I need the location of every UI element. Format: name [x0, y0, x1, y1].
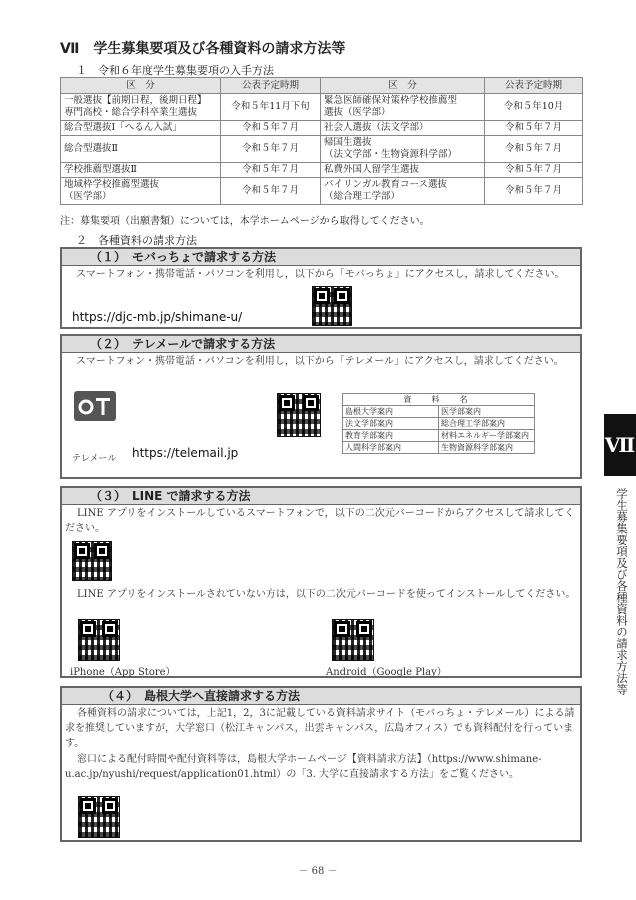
table-row: [61, 121, 583, 136]
table-cell: 社会人選抜（法文学部）: [321, 121, 485, 136]
table-cell: 学校推薦型選抜Ⅱ: [61, 163, 221, 178]
col-category-right: 区 分: [321, 78, 485, 94]
docs-table: [342, 393, 535, 454]
table-cell: 令和５年７月: [485, 136, 583, 163]
chapter-side-title: 学生募集要項及び各種資料の請求方法等: [615, 488, 629, 695]
table-cell: 令和５年10月: [485, 94, 583, 121]
table-cell: 地域枠学校推薦型選抜 （医学部）: [61, 178, 221, 205]
telemail-logo-icon: [74, 391, 116, 421]
page-title: Ⅶ 学生募集要項及び各種資料の請求方法等: [60, 41, 346, 57]
table-cell: 令和５年７月: [221, 163, 321, 178]
line-text-installed: LINE アプリをインストールしているスマートフォンで，以下の二次元バーコードからアクセスして請求してください。: [65, 508, 575, 534]
table-cell: バイリンガル教育コース選抜 （総合理工学部）: [321, 178, 485, 205]
table-cell: 令和５年７月: [485, 163, 583, 178]
direct-request-box: [60, 686, 582, 842]
table-cell: 緊急医師確保対策枠学校推薦型 選抜（医学部）: [321, 94, 485, 121]
table-row: [61, 136, 583, 163]
table-cell: 私費外国人留学生選抜: [321, 163, 485, 178]
table-row: 島根大学案内 医学部案内: [343, 406, 535, 418]
app-store-qr-code[interactable]: [78, 619, 120, 661]
app-store-caption: iPhone（App Store）: [70, 667, 176, 678]
table-row: [61, 163, 583, 178]
table-row: 法文学部案内 総合理工学部案内: [343, 418, 535, 430]
table-cell: 令和５年11月下旬: [221, 94, 321, 121]
telemail-url[interactable]: https://telemail.jp: [132, 446, 239, 460]
mobaccho-text: スマートフォン・携帯電話・パソコンを利用し，以下から「モバっちょ」にアクセスし，請求してください。: [76, 269, 565, 280]
table-cell: 総合型選抜Ⅰ「へるん入試」: [61, 121, 221, 136]
page-number: － 68 －: [298, 866, 338, 877]
table-cell: 総合型選抜Ⅱ: [61, 136, 221, 163]
table-cell: 令和５年７月: [221, 121, 321, 136]
section2-heading: ２ 各種資料の請求方法: [76, 234, 197, 247]
telemail-qr-code[interactable]: [277, 393, 321, 437]
table-cell: 令和５年７月: [221, 136, 321, 163]
line-box: [60, 486, 582, 678]
col-date-left: 公表予定時期: [221, 78, 321, 94]
schedule-table: [60, 77, 583, 205]
mobaccho-title: （１） モバっちょで請求する方法: [62, 249, 580, 266]
google-play-caption: Android（Google Play）: [326, 667, 447, 678]
line-text-not-installed: LINE アプリをインストールされていない方は，以下の二次元バーコードを使ってインストールしてください。: [77, 589, 576, 600]
table-cell: 一般選抜【前期日程，後期日程】 専門高校・総合学科卒業生選抜: [61, 94, 221, 121]
table-row: [61, 94, 583, 121]
table-cell: 帰国生選抜 （法文学部・生物資源科学部）: [321, 136, 485, 163]
google-play-qr-code[interactable]: [332, 619, 374, 661]
direct-request-qr-code[interactable]: [78, 796, 120, 838]
mobaccho-box: [60, 247, 582, 329]
table-cell: 令和５年７月: [221, 178, 321, 205]
direct-request-text1: 各種資料の請求については，上記1，2，3に記載している資料請求サイト（モバっちょ・テレメール）による請求を推奨していますが，大学窓口（松江キャンパス，出雲キャンパス，広島オフィス）でも資料配付を行っています。: [65, 708, 575, 749]
mobaccho-url[interactable]: https://djc-mb.jp/shimane-u/: [72, 310, 243, 324]
table-cell: 令和５年７月: [485, 121, 583, 136]
table-note: 注：募集要項（出願書類）については，本学ホームページから取得してください。: [60, 216, 430, 227]
telemail-box: [60, 334, 582, 479]
line-qr-code[interactable]: [72, 541, 112, 581]
col-category-left: 区 分: [61, 78, 221, 94]
telemail-logo-label: テレメール: [72, 454, 117, 464]
telemail-text: スマートフォン・携帯電話・パソコンを利用し，以下から「テレメール」にアクセスし，請求してください。: [76, 356, 564, 367]
table-row: 教育学部案内 材料エネルギー学部案内: [343, 430, 535, 442]
table-header-row: [61, 78, 583, 94]
docs-header: 資 料 名: [343, 394, 535, 406]
direct-request-title: （４） 島根大学へ直接請求する方法: [62, 688, 580, 705]
direct-request-text2: 窓口による配付時間や配付資料等は，島根大学ホームページ【資料請求方法】（https://www.shimane-u.ac.jp/nyushi/request/application01.html）の「3. 大学に直接請求する方法」をご覧ください。: [65, 754, 542, 780]
chapter-tab: Ⅶ: [604, 414, 636, 476]
col-date-right: 公表予定時期: [485, 78, 583, 94]
table-cell: 令和５年７月: [485, 178, 583, 205]
table-row: 人間科学部案内 生物資源科学部案内: [343, 442, 535, 454]
section1-heading: １ 令和６年度学生募集要項の入手方法: [76, 64, 274, 77]
table-row: [61, 178, 583, 205]
telemail-title: （２） テレメールで請求する方法: [62, 336, 580, 353]
mobaccho-qr-code[interactable]: [312, 286, 352, 326]
line-title: （３） LINE で請求する方法: [62, 488, 580, 505]
